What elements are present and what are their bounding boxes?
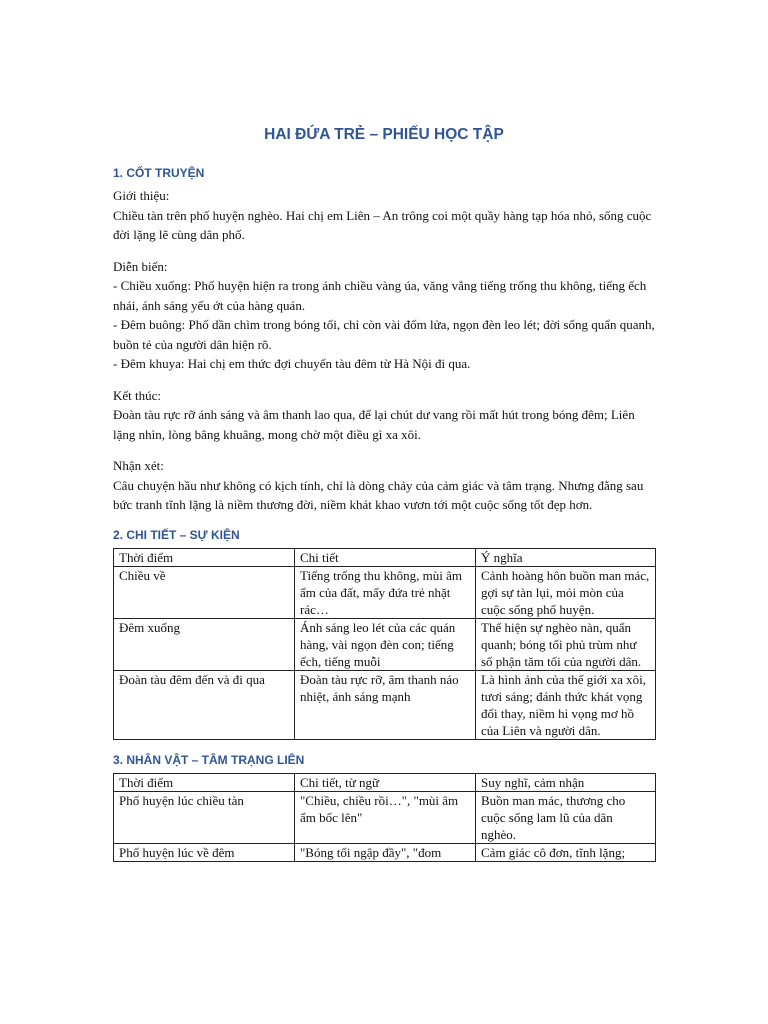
development-item: - Chiều xuống: Phố huyện hiện ra trong ánh chiều vàng úa, văng vẳng tiếng trống thu không, tiếng ếch nhái, ánh sáng yếu ớt của hàng quán. xyxy=(113,278,647,313)
table-header-cell: Ý nghĩa xyxy=(476,548,656,566)
table-cell: Thể hiện sự nghèo nàn, quẩn quanh; bóng tối phủ trùm như số phận tăm tối của người dân. xyxy=(476,618,656,670)
table-cell: Buồn man mác, thương cho cuộc sống lam lũ của dân nghèo. xyxy=(476,791,656,843)
table-header-cell: Thời điểm xyxy=(114,548,295,566)
plot-intro xyxy=(113,186,655,245)
table-row xyxy=(114,566,656,618)
table-cell: Đoàn tàu đêm đến và đi qua xyxy=(114,670,295,739)
intro-label: Giới thiệu: xyxy=(113,188,170,203)
cell-text: "Bóng tối ngập đầy", "đom xyxy=(300,844,442,860)
table-cell: Là hình ảnh của thế giới xa xôi, tươi sáng; đánh thức khát vọng đổi thay, niềm hi vọng mơ hồ của Liên và người dân. xyxy=(476,670,656,739)
table-header-cell: Chi tiết xyxy=(295,548,476,566)
section-heading-character: 3. NHÂN VẬT – TÂM TRẠNG LIÊN xyxy=(113,752,305,767)
table-header-cell: Chi tiết, từ ngữ xyxy=(295,773,476,791)
table-cell: Đoàn tàu rực rỡ, âm thanh náo nhiệt, ánh sáng mạnh xyxy=(295,670,476,739)
development-item: - Đêm buông: Phố dần chìm trong bóng tối, chỉ còn vài đốm lửa, ngọn đèn leo lét; đời sống quẩn quanh, buồn tẻ của người dân hiện rõ. xyxy=(113,317,655,352)
table-row xyxy=(114,670,656,739)
plot-development xyxy=(113,257,655,374)
table-cell: Cảnh hoàng hôn buồn man mác, gợi sự tàn lụi, mỏi mòn của cuộc sống phố huyện. xyxy=(476,566,656,618)
table-cell: Chiều về xyxy=(114,566,295,618)
table-cell: "Chiều, chiều rồi…", "mùi âm ẩm bốc lên" xyxy=(295,791,476,843)
plot-ending xyxy=(113,386,655,445)
table-header-cell: Thời điểm xyxy=(114,773,295,791)
table-cell: Tiếng trống thu không, mùi âm ẩm của đất, mấy đứa trẻ nhặt rác… xyxy=(295,566,476,618)
details-table xyxy=(113,548,656,740)
table-row xyxy=(114,843,656,861)
comment-text: Câu chuyện hầu như không có kịch tính, chỉ là dòng chảy của cảm giác và tâm trạng. Nhưng đằng sau bức tranh tĩnh lặng là niềm thương đời, niềm khát khao vươn tới một cuộc sống tốt đẹp hơn. xyxy=(113,477,644,512)
plot-comment xyxy=(113,456,655,515)
table-cell: Đêm xuống xyxy=(114,618,295,670)
comment-label: Nhận xét: xyxy=(113,458,164,473)
character-table xyxy=(113,773,656,862)
development-item: - Đêm khuya: Hai chị em thức đợi chuyến tàu đêm từ Hà Nội đi qua. xyxy=(113,356,471,371)
table-cell xyxy=(476,843,656,861)
cell-text: Cảm giác cô đơn, tĩnh lặng; xyxy=(481,844,626,860)
page-title: HAI ĐỨA TRẺ – PHIẾU HỌC TẬP xyxy=(264,126,504,143)
table-row xyxy=(114,618,656,670)
section-heading-plot: 1. CỐT TRUYỆN xyxy=(113,166,205,180)
document-content xyxy=(113,124,655,874)
ending-label: Kết thúc: xyxy=(113,387,162,403)
cell-text: Phố huyện lúc về đêm xyxy=(119,844,235,860)
section-heading-details: 2. CHI TIẾT – SỰ KIỆN xyxy=(113,527,240,542)
ending-text: Đoàn tàu rực rỡ ánh sáng và âm thanh lao qua, để lại chút dư vang rồi mất hút trong bóng đêm; Liên lặng nhìn, lòng bâng khuâng, mong chờ một điều gì xa xôi. xyxy=(113,407,635,442)
intro-text: Chiều tàn trên phố huyện nghèo. Hai chị em Liên – An trông coi một quầy hàng tạp hóa nhỏ, sống cuộc đời lặng lẽ cùng dân phố. xyxy=(113,207,652,242)
table-cell xyxy=(114,843,295,861)
table-cell: Phố huyện lúc chiều tàn xyxy=(114,791,295,843)
table-header-row xyxy=(114,773,656,791)
table-cell: Ánh sáng leo lét của các quán hàng, vài ngọn đèn con; tiếng ếch, tiếng muỗi xyxy=(295,618,476,670)
table-header-cell: Suy nghĩ, cảm nhận xyxy=(476,773,656,791)
development-label: Diễn biến: xyxy=(113,258,168,274)
table-cell xyxy=(295,843,476,861)
table-row xyxy=(114,791,656,843)
table-header-row xyxy=(114,548,656,566)
